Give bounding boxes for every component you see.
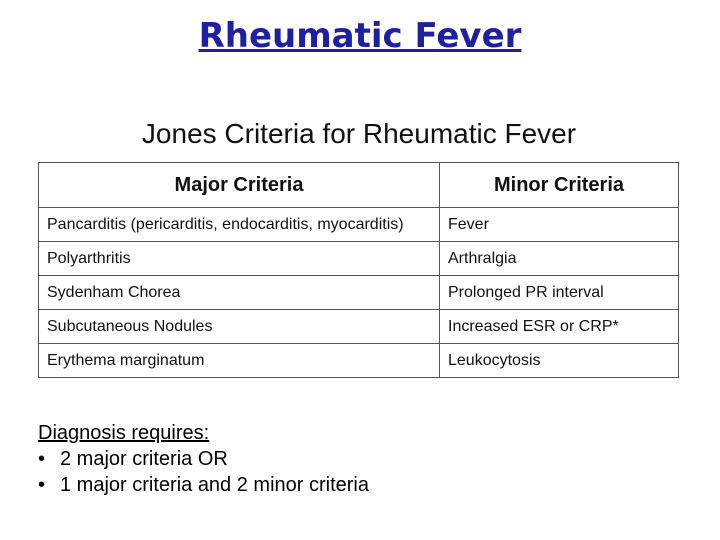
- diagnosis-item: 1 major criteria and 2 minor criteria: [60, 474, 369, 496]
- major-criterion: Erythema marginatum: [39, 344, 440, 378]
- criteria-table: [38, 162, 679, 378]
- minor-criteria-header: Minor Criteria: [440, 163, 679, 208]
- bullet-icon: •: [38, 448, 46, 470]
- minor-criterion: Increased ESR or CRP*: [440, 310, 679, 344]
- major-criteria-header: Major Criteria: [39, 163, 440, 208]
- minor-criterion: Fever: [440, 208, 679, 242]
- table-row: [39, 276, 679, 310]
- major-criterion: Pancarditis (pericarditis, endocarditis, myocarditis): [39, 208, 440, 242]
- slide-title: Rheumatic Fever: [198, 16, 522, 56]
- table-row: [39, 310, 679, 344]
- list-item: [38, 446, 369, 472]
- major-criterion: Subcutaneous Nodules: [39, 310, 440, 344]
- list-item: [38, 472, 369, 498]
- table-row: [39, 242, 679, 276]
- major-criterion: Sydenham Chorea: [39, 276, 440, 310]
- table-row: [39, 344, 679, 378]
- figure-title: Jones Criteria for Rheumatic Fever: [141, 118, 577, 149]
- minor-criterion: Arthralgia: [440, 242, 679, 276]
- table-header-row: [39, 163, 679, 208]
- diagnosis-block: [38, 420, 369, 498]
- diagnosis-heading: Diagnosis requires:: [38, 422, 210, 444]
- table-row: [39, 208, 679, 242]
- minor-criterion: Leukocytosis: [440, 344, 679, 378]
- minor-criterion: Prolonged PR interval: [440, 276, 679, 310]
- bullet-icon: •: [38, 474, 46, 496]
- major-criterion: Polyarthritis: [39, 242, 440, 276]
- diagnosis-item: 2 major criteria OR: [60, 448, 228, 470]
- jones-criteria-figure: [38, 112, 680, 382]
